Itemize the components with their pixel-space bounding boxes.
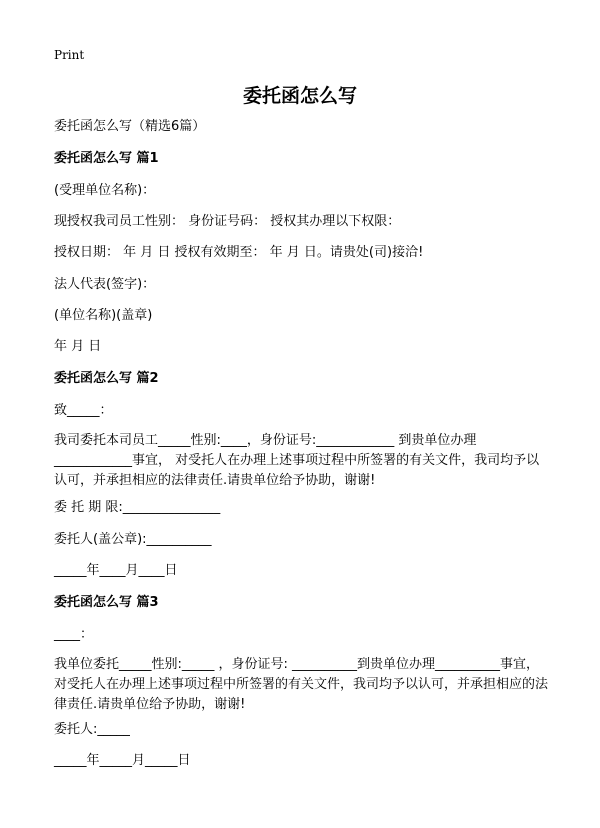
- section-2-paragraph: 我司委托本司员工_____性别:____，身份证号:____________ 到贵单位办理____________事宜， 对受托人在办理上述事项过程中所签署的有关文件，我司均予以认可，并承担相应的法律责任.请贵单位给予协助，谢谢!: [54, 433, 540, 488]
- section-3-paragraph: 我单位委托_____性别:_____ ，身份证号: __________到贵单位办理__________事宜， 对受托人在办理上述事项过程中所签署的有关文件，我司均予以认可，并承担相应的法律责任.请贵单位给予协助，谢谢!: [54, 657, 549, 712]
- print-label: Print: [54, 48, 85, 62]
- section-1-line: 授权日期： 年 月 日 授权有效期至： 年 月 日。请贵处(司)接洽!: [54, 245, 424, 260]
- section-2-line: _____年____月____日: [54, 563, 178, 578]
- section-3-line: 委托人:_____: [54, 722, 130, 737]
- section-1-heading: 委托函怎么写 篇1: [54, 151, 159, 166]
- section-3-heading: 委托函怎么写 篇3: [54, 595, 159, 610]
- section-3-line: _____年_____月_____日: [54, 753, 191, 768]
- section-1-line: 法人代表(签字)：: [54, 277, 156, 292]
- section-2-line: 委托人(盖公章):__________: [54, 532, 212, 547]
- section-2-heading: 委托函怎么写 篇2: [54, 371, 159, 386]
- section-2-line: 委 托 期 限:_______________: [54, 500, 221, 515]
- page-title: 委托函怎么写: [242, 85, 357, 107]
- section-1-line: 现授权我司员工性别： 身份证号码： 授权其办理以下权限：: [54, 214, 401, 229]
- section-1-line: (受理单位名称)：: [54, 183, 156, 198]
- section-1-line: 年 月 日: [54, 339, 102, 354]
- section-2-greeting: 致_____：: [54, 403, 113, 418]
- section-3-greeting: ____：: [54, 627, 94, 642]
- section-1-line: (单位名称)(盖章): [54, 308, 153, 323]
- subtitle: 委托函怎么写（精选6篇）: [54, 119, 206, 134]
